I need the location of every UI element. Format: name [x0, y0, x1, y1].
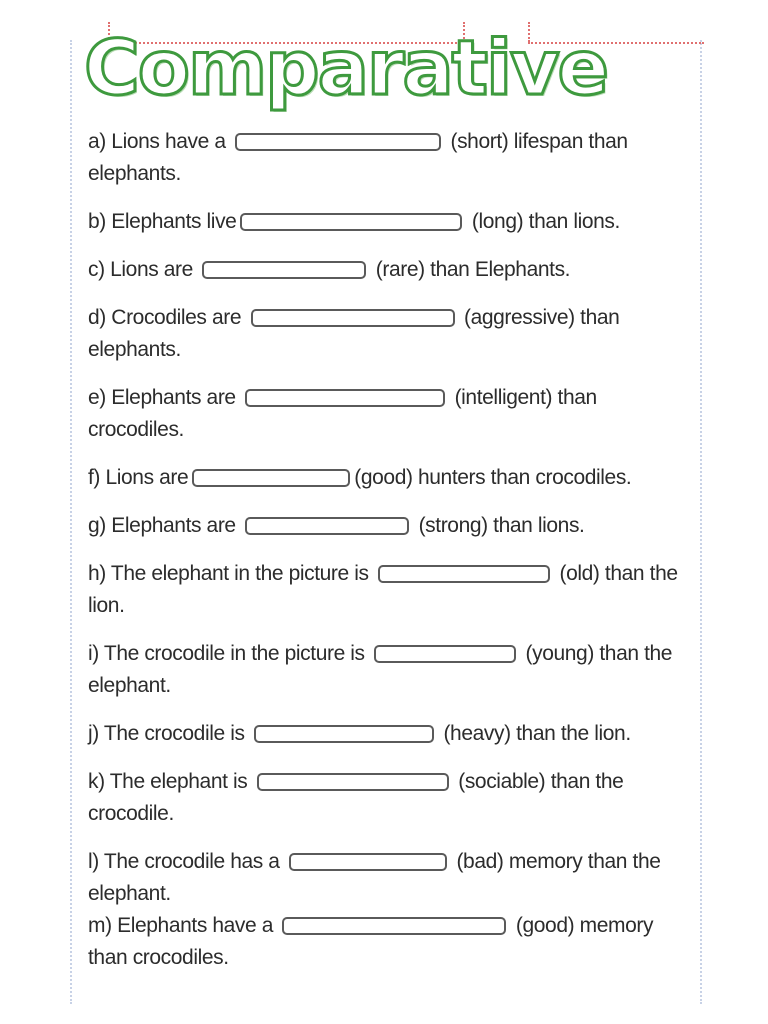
exercise-list [88, 126, 692, 974]
item-text-before: f) Lions are [88, 466, 189, 489]
item-text-after: (rare) than Elephants. [375, 258, 571, 281]
item-text-after: (bad) memory than the elephant. [88, 850, 661, 905]
worksheet-title: Comparative [84, 23, 608, 112]
answer-blank[interactable] [245, 389, 445, 407]
answer-blank[interactable] [289, 853, 447, 871]
exercise-item [88, 718, 692, 750]
answer-blank[interactable] [257, 773, 449, 791]
item-text-after: (long) than lions. [471, 210, 620, 233]
answer-blank[interactable] [235, 133, 441, 151]
item-text-before: h) The elephant in the picture is [88, 562, 369, 585]
answer-blank[interactable] [254, 725, 434, 743]
answer-blank[interactable] [282, 917, 506, 935]
exercise-item [88, 206, 692, 238]
item-text-after: (good) memory than crocodiles. [88, 914, 654, 969]
exercise-item [88, 302, 692, 366]
item-text-before: a) Lions have a [88, 130, 226, 153]
item-text-after: (sociable) than the crocodile. [88, 770, 624, 825]
exercise-item [88, 558, 692, 622]
margin-guide-right [700, 40, 702, 1004]
item-text-after: (young) than the elephant. [88, 642, 673, 697]
item-text-before: k) The elephant is [88, 770, 248, 793]
exercise-item [88, 638, 692, 702]
answer-blank[interactable] [192, 469, 350, 487]
item-text-before: i) The crocodile in the picture is [88, 642, 365, 665]
item-text-before: b) Elephants live [88, 210, 237, 233]
exercise-item [88, 510, 692, 542]
exercise-item [88, 126, 692, 190]
answer-blank[interactable] [251, 309, 455, 327]
exercise-item [88, 910, 692, 974]
item-text-after: (intelligent) than crocodiles. [88, 386, 597, 441]
item-text-after: (strong) than lions. [418, 514, 585, 537]
exercise-item [88, 254, 692, 286]
item-text-before: l) The crocodile has a [88, 850, 280, 873]
item-text-after: (short) lifespan than elephants. [88, 130, 628, 185]
answer-blank[interactable] [245, 517, 409, 535]
item-text-before: g) Elephants are [88, 514, 236, 537]
answer-blank[interactable] [202, 261, 366, 279]
exercise-item [88, 382, 692, 446]
answer-blank[interactable] [374, 645, 516, 663]
item-text-before: m) Elephants have a [88, 914, 274, 937]
item-text-after: (heavy) than the lion. [443, 722, 631, 745]
answer-blank[interactable] [240, 213, 462, 231]
item-text-before: e) Elephants are [88, 386, 236, 409]
item-text-before: d) Crocodiles are [88, 306, 242, 329]
exercise-item [88, 766, 692, 830]
answer-blank[interactable] [378, 565, 550, 583]
item-text-after: (aggressive) than elephants. [88, 306, 620, 361]
exercise-item [88, 846, 692, 910]
margin-guide-left [70, 40, 72, 1004]
item-text-after: (old) than the lion. [88, 562, 678, 617]
item-text-before: j) The crocodile is [88, 722, 245, 745]
exercise-item [88, 462, 692, 494]
item-text-before: c) Lions are [88, 258, 193, 281]
item-text-after: (good) hunters than crocodiles. [354, 466, 632, 489]
